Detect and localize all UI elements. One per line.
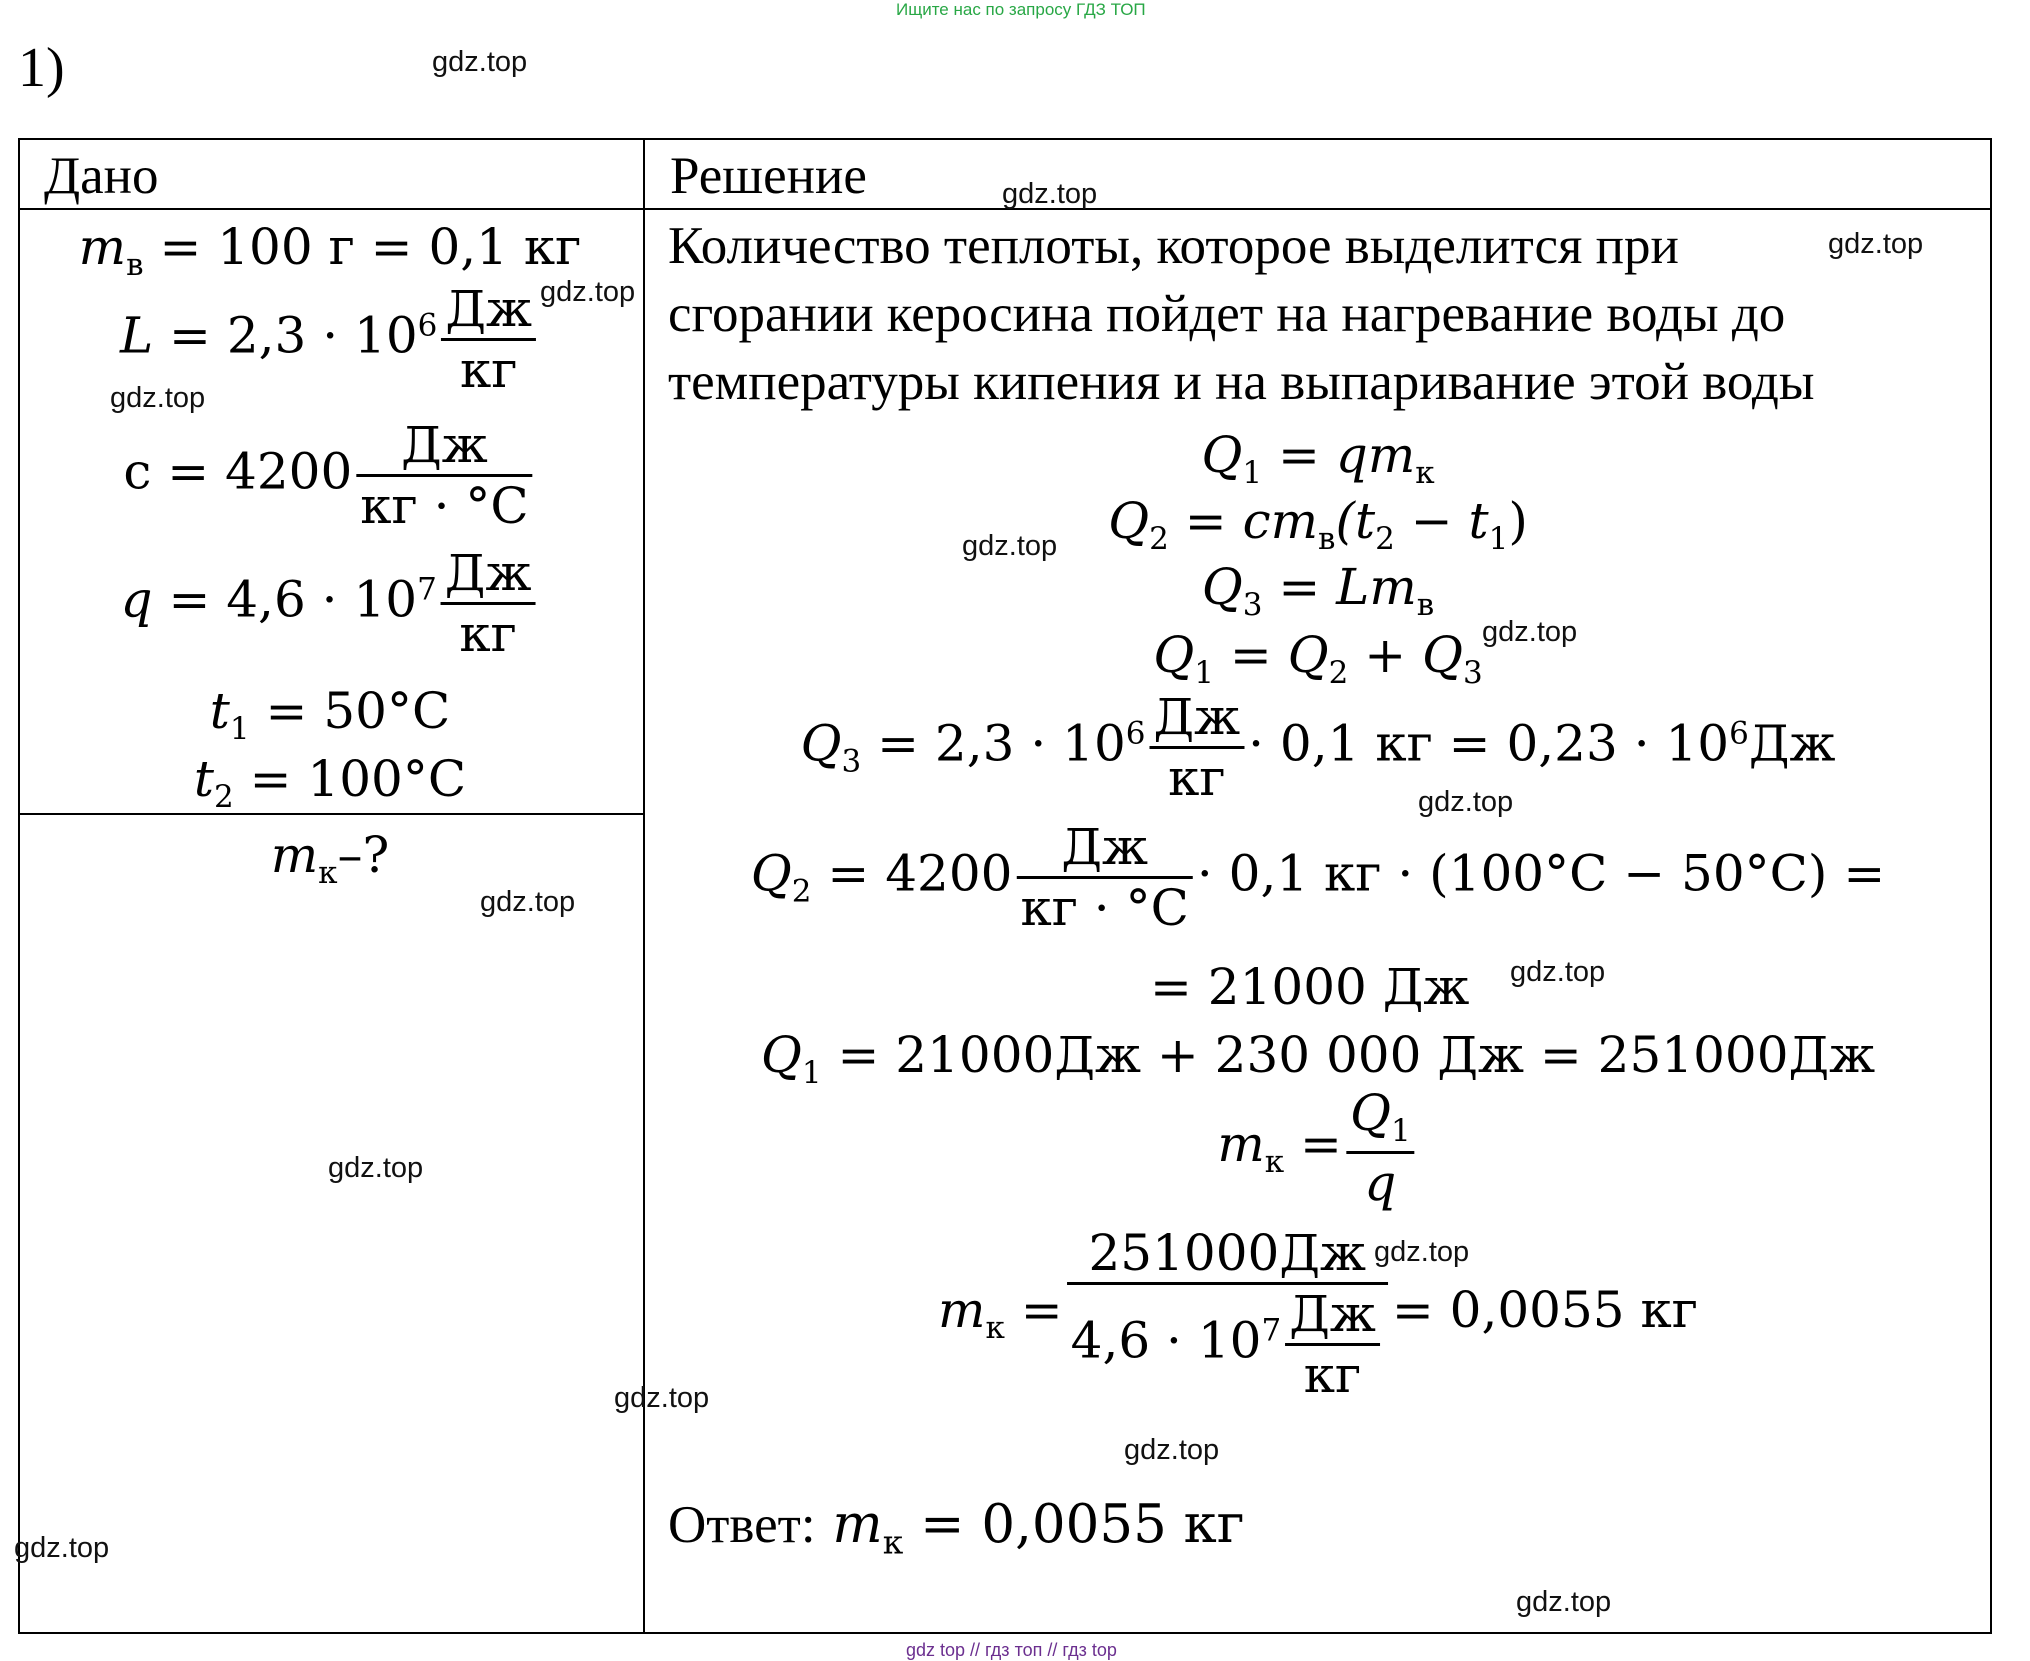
equation-q1-calc: $Q_1 = 21000Дж + 230$ 000 Дж = 251000Дж (760, 1026, 1876, 1091)
watermark: gdz.top (480, 886, 576, 918)
equation-q2-calc: $Q_2 = 4200$ $\frac{Дж}{кг \cdot ^\circ С}$ · 0,1 кг · (100°С − 50°С) = (750, 818, 1886, 937)
table-right-border (1990, 138, 1992, 1634)
footer-links[interactable]: gdz top // гдз топ // гдз top (906, 1640, 1117, 1660)
table-bottom-border (18, 1632, 1992, 1634)
given-find-divider (18, 813, 644, 815)
search-banner[interactable]: Ищите нас по запросу ГДЗ ТОП (896, 0, 1146, 19)
given-initial-temperature: $t_1 = 50^\circ С$ (209, 682, 451, 747)
solution-text-line-3: температуры кипения и на выпаривание этой воды (668, 353, 1815, 411)
equation-heat-balance: $Q_1 = Q_2 + Q_3$ (1153, 626, 1483, 691)
watermark: gdz.top (1516, 1586, 1612, 1618)
task-number: 1) (18, 37, 65, 99)
watermark: gdz.top (1418, 786, 1514, 818)
equation-mass-calc: $m_к$ = 251000Дж $4,6 \cdot 10^7$ $\frac{Дж}{кг}$ = 0,0055 кг (938, 1224, 1698, 1404)
given-header: Дано (44, 147, 159, 205)
equation-q3-vaporization: $Q_3 = Lm_в$ (1201, 558, 1435, 623)
given-water-mass: $m_в = 100$ г = 0,1 кг (78, 218, 582, 283)
given-heat-of-combustion: $q = 4,6 \cdot 10^7$ $\frac{Дж}{кг}$ (121, 548, 540, 659)
solution-header: Решение (670, 147, 867, 205)
find-kerosene-mass: $m_к-$? (270, 826, 390, 891)
watermark: gdz.top (1482, 616, 1578, 648)
given-specific-heat: c = 4200 $\frac{Дж}{кг \cdot ^\circ С}$ (123, 420, 536, 531)
given-latent-heat: $L = 2,3 \cdot 10^6$ $\frac{Дж}{кг}$ (120, 284, 540, 395)
given-final-temperature: $t_2 = 100^\circ С$ (193, 750, 467, 815)
table-left-border (18, 138, 20, 1634)
equation-q1-combustion: $Q_1 = qm_к$ (1201, 426, 1435, 491)
watermark: gdz.top (1002, 178, 1098, 210)
equation-q3-calc: $Q_3 = 2,3 \cdot 10^6$ $\frac{Дж}{кг}$ · 0,1 кг = $0,23 \cdot 10^6Дж$ (800, 688, 1836, 807)
solution-text-line-2: сгорании керосина пойдет на нагревание воды до (668, 285, 1786, 343)
watermark: gdz.top (962, 530, 1058, 562)
answer-line: Ответ: $m_к = 0,0055$ кг (668, 1494, 1245, 1562)
watermark: gdz.top (1828, 228, 1924, 260)
watermark: gdz.top (1510, 956, 1606, 988)
watermark: gdz.top (1124, 1434, 1220, 1466)
watermark: gdz.top (540, 276, 636, 308)
equation-q2-heating: $Q_2 = cm_в(t_2 - t_1)$ (1108, 492, 1528, 557)
equation-q2-result: = 21000 Дж (1150, 958, 1470, 1016)
solution-text-line-1: Количество теплоты, которое выделится при (668, 217, 1679, 275)
watermark: gdz.top (614, 1382, 710, 1414)
watermark: gdz.top (110, 382, 206, 414)
watermark: gdz.top (1374, 1236, 1470, 1268)
table-top-border (18, 138, 1992, 140)
watermark: gdz.top (328, 1152, 424, 1184)
watermark: gdz.top (14, 1532, 110, 1564)
watermark: gdz.top (432, 46, 528, 78)
equation-mass-formula: $m_к$ = $\frac{Q_1}{q}$ (1217, 1088, 1418, 1208)
